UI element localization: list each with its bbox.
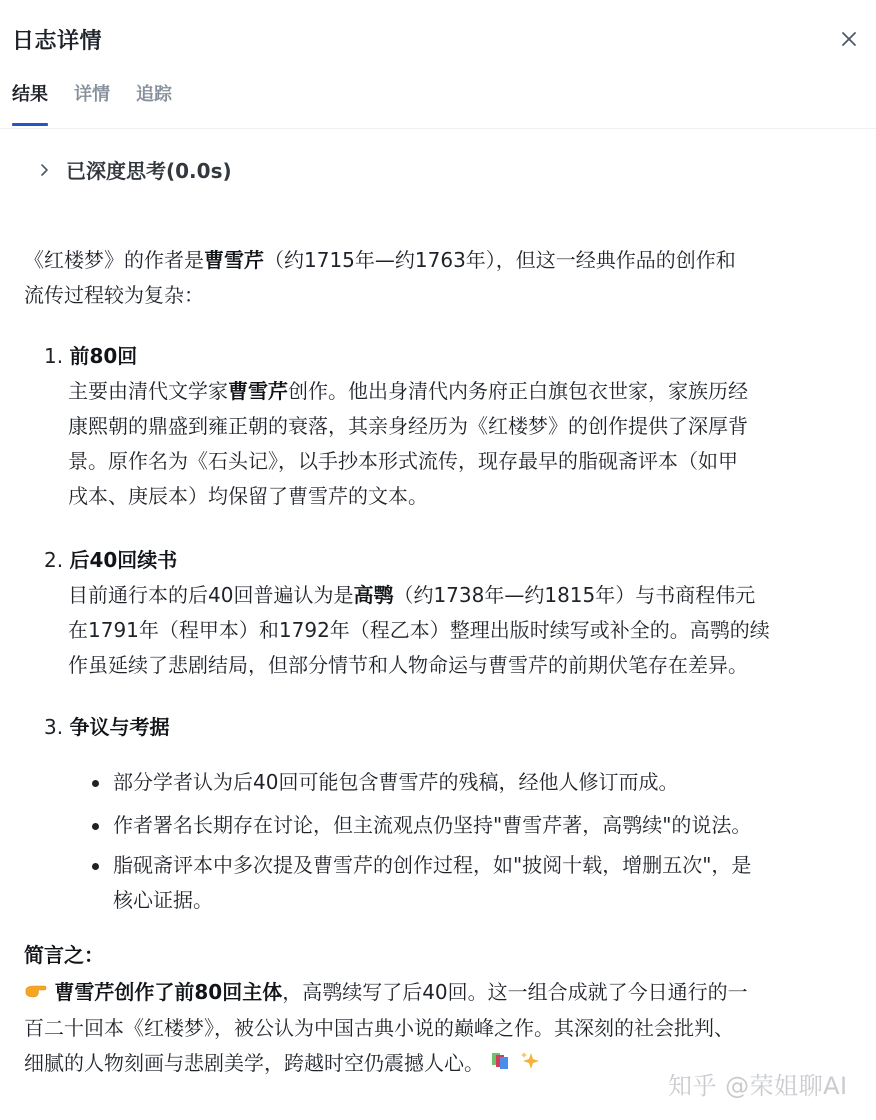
intro-text: 《红楼梦》的作者是 (24, 248, 204, 272)
summary-text: ，高鹗续写了后40回。这一组合成就了今日通行的一 (282, 980, 748, 1004)
body-line: 景。原作名为《石头记》，以手抄本形式流传，现存最早的脂砚斋评本（如甲 (68, 449, 738, 473)
intro-paragraph (24, 243, 844, 313)
bullet-dot (92, 863, 99, 870)
body-line: 戌本、庚辰本）均保留了曹雪芹的文本。 (68, 484, 428, 508)
summary-line: 百二十回本《红楼梦》，被公认为中国古典小说的巅峰之作。其深刻的社会批判、 (24, 1016, 734, 1040)
chevron-right-icon (38, 163, 52, 177)
deep-thinking-toggle[interactable] (38, 155, 232, 184)
body-text: 主要由清代文学家 (68, 379, 228, 403)
body-text: 创作。他出身清代内务府正白旗包衣世家，家族历经 (288, 379, 748, 403)
tab-bar (12, 80, 198, 126)
body-line: 作虽延续了悲剧结局，但部分情节和人物命运与曹雪芹的前期伏笔存在差异。 (68, 653, 748, 677)
body-text: 目前通行本的后40回普遍认为是 (68, 583, 354, 607)
bullet-dot (92, 780, 99, 787)
summary-bold: 曹雪芹创作了前80回主体 (54, 980, 283, 1004)
bullet-dot (92, 823, 99, 830)
watermark: 知乎 @荣姐聊AI (668, 1072, 848, 1100)
sparkles-icon (519, 1047, 541, 1082)
section-1-body (68, 374, 858, 514)
bullet-text: 核心证据。 (113, 888, 213, 912)
summary-heading (24, 938, 844, 973)
section-number: 2. (44, 548, 64, 572)
deep-thinking-label: 已深度思考(0.0s) (66, 159, 232, 183)
pointing-hand-icon (24, 976, 48, 1011)
books-icon (490, 1047, 512, 1082)
close-button[interactable] (836, 28, 862, 54)
section-number: 3. (44, 715, 64, 739)
body-bold: 高鹗 (353, 583, 394, 607)
intro-line2: 流传过程较为复杂： (24, 283, 204, 307)
section-number: 1. (44, 344, 64, 368)
body-line: 在1791年（程甲本）和1792年（程乙本）整理出版时续写或补全的。高鹗的续 (68, 618, 770, 642)
section-title: 前80回 (69, 344, 138, 368)
intro-text-cont: （约1715年—约1763年），但这一经典作品的创作和 (264, 248, 736, 272)
section-2-body (68, 578, 858, 683)
summary-title: 简言之： (24, 943, 104, 967)
section-title: 后40回续书 (69, 548, 178, 572)
drawer-title: 日志详情 (12, 29, 103, 54)
summary-line: 细腻的人物刻画与悲剧美学，跨越时空仍震撼人心。 (24, 1051, 484, 1075)
drawer-header (0, 0, 876, 129)
body-bold: 曹雪芹 (228, 379, 288, 403)
tab-trace[interactable]: 追踪 (136, 84, 172, 105)
body-line: 康熙朝的鼎盛到雍正朝的衰落，其亲身经历为《红楼梦》的创作提供了深厚背 (68, 414, 748, 438)
bullet-text: 作者署名长期存在讨论，但主流观点仍坚持"曹雪芹著，高鹗续"的说法。 (113, 813, 752, 837)
section-title: 争议与考据 (69, 715, 170, 739)
section-1-heading (44, 339, 137, 374)
bullet-text: 部分学者认为后40回可能包含曹雪芹的残稿，经他人修订而成。 (113, 770, 679, 794)
tab-details[interactable]: 详情 (74, 84, 110, 105)
intro-author-bold: 曹雪芹 (204, 248, 264, 272)
bullet-text: 脂砚斋评本中多次提及曹雪芹的创作过程，如"披阅十载，增删五次"，是 (113, 853, 752, 877)
close-icon (841, 31, 857, 51)
body-text: （约1738年—约1815年）与书商程伟元 (393, 583, 756, 607)
tab-result[interactable]: 结果 (12, 80, 48, 126)
section-3-heading (44, 710, 169, 745)
section-2-heading (44, 543, 177, 578)
